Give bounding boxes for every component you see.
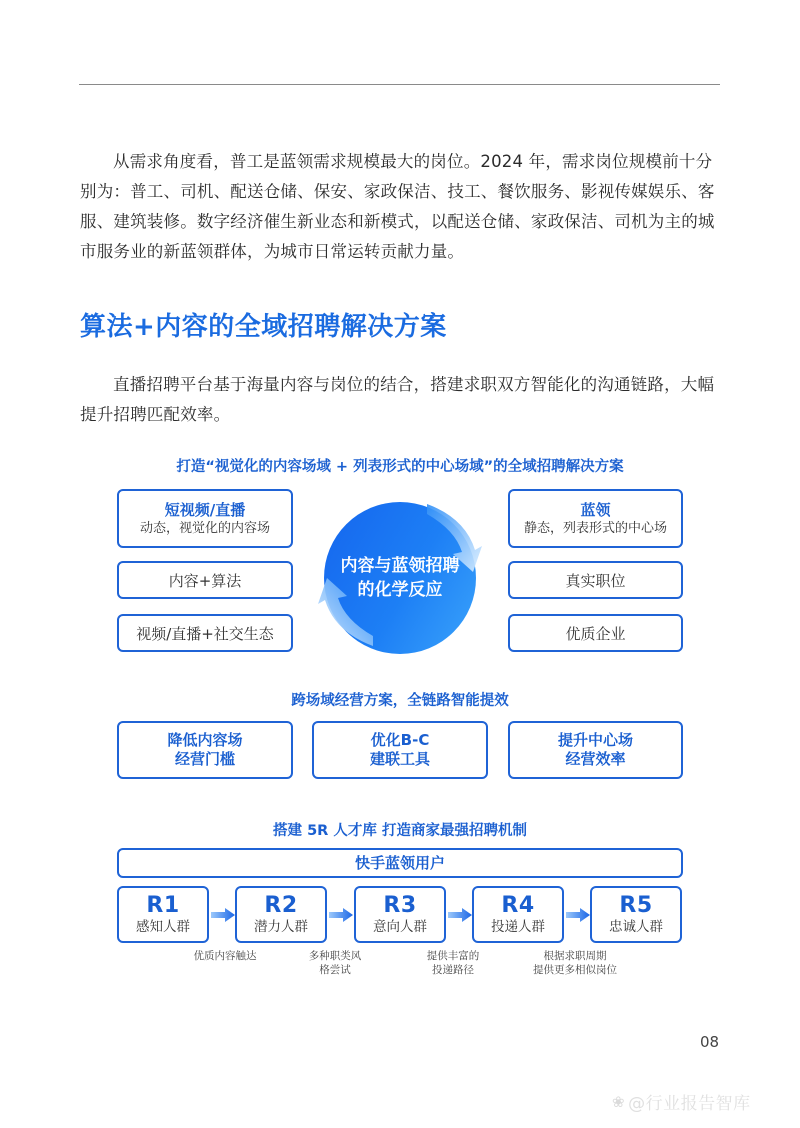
left-box-social-ecosystem <box>117 614 293 652</box>
right-box-subtitle: 静态，列表形式的中心场 <box>523 520 667 536</box>
stage-label: 感知人群 <box>136 918 190 935</box>
arrow-right-icon <box>448 908 472 922</box>
section-title: 算法+内容的全域招聘解决方案 <box>80 312 447 342</box>
stage-r5 <box>590 886 682 943</box>
stage-label: 潜力人群 <box>254 918 308 935</box>
note-line1: 多种职类风 <box>308 950 362 962</box>
solution-box-line2: 经营门槛 <box>174 750 235 768</box>
note-line2: 提供更多相似岗位 <box>533 964 617 976</box>
stage-label: 忠诚人群 <box>609 918 663 935</box>
solution-box-lower-threshold <box>117 721 293 779</box>
note-line1: 优质内容触达 <box>193 950 257 962</box>
left-box-subtitle: 动态，视觉化的内容场 <box>139 520 270 536</box>
stage-label: 意向人群 <box>373 918 427 935</box>
left-box-title: 短视频/直播 <box>164 500 246 519</box>
stage-code: R5 <box>619 892 653 918</box>
right-box-title: 蓝领 <box>580 500 611 519</box>
diagram-part3-title: 搭建 5R 人才库 打造商家最强招聘机制 <box>273 823 527 839</box>
baidu-paw-icon: ❀ <box>612 1092 626 1111</box>
page-number: 08 <box>700 1033 720 1051</box>
left-box-short-video <box>117 489 293 548</box>
intro-paragraph: 从需求角度看，普工是蓝领需求规模最大的岗位。2024 年，需求岗位规模前十分别为：普工、司机、配送仓储、保安、家政保洁、技工、餐饮服务、影视传媒娱乐、客服、建筑装修。数字经济催生新业态和新模式，以配送仓储、家政保洁、司机为主的城市服务业的新蓝领群体，为城市日常运转贡献力量。 <box>80 152 715 261</box>
stage-code: R1 <box>146 892 180 918</box>
note-line2: 格尝试 <box>319 964 351 976</box>
transition-note <box>180 949 270 963</box>
stage-r1 <box>117 886 209 943</box>
stage-r2 <box>235 886 327 943</box>
note-line2: 投递路径 <box>432 964 474 976</box>
watermark <box>612 1089 751 1114</box>
section-paragraph: 直播招聘平台基于海量内容与岗位的结合，搭建求职双方智能化的沟通链路，大幅提升招聘匹配效率。 <box>80 375 715 424</box>
transition-note <box>520 949 630 977</box>
solution-box-optimize-bc <box>312 721 488 779</box>
stage-code: R3 <box>383 892 417 918</box>
diagram-part2-title: 跨场域经营方案，全链路智能提效 <box>291 693 509 709</box>
user-bar-label: 快手蓝领用户 <box>354 854 445 872</box>
arrow-right-icon <box>566 908 590 922</box>
header-rule <box>79 84 720 85</box>
stage-code: R4 <box>501 892 535 918</box>
stage-code: R2 <box>264 892 298 918</box>
solution-box-line2: 经营效率 <box>565 750 626 768</box>
transition-note <box>305 949 365 977</box>
right-box-blue-collar <box>508 489 683 548</box>
watermark-text: @行业报告智库 <box>628 1094 751 1114</box>
arrow-right-icon <box>329 908 353 922</box>
left-box-label: 视频/直播+社交生态 <box>136 624 274 643</box>
center-circle <box>315 490 485 660</box>
diagram-part1-title: 打造“视觉化的内容场域 + 列表形式的中心场域”的全域招聘解决方案 <box>176 459 624 475</box>
cycle-arrows-icon <box>315 490 485 660</box>
stage-label: 投递人群 <box>491 918 545 935</box>
solution-box-improve-efficiency <box>508 721 683 779</box>
solution-box-line1: 降低内容场 <box>167 731 243 749</box>
left-box-content-algorithm <box>117 561 293 599</box>
arrow-right-icon <box>211 908 235 922</box>
stage-r4 <box>472 886 564 943</box>
stage-r3 <box>354 886 446 943</box>
right-box-quality-companies <box>508 614 683 652</box>
user-bar <box>117 848 683 878</box>
right-box-label: 真实职位 <box>565 571 626 590</box>
solution-box-line1: 提升中心场 <box>557 731 633 749</box>
note-line1: 提供丰富的 <box>426 950 480 962</box>
center-circle-text: 内容与蓝领招聘的化学反应 <box>340 556 460 600</box>
right-box-real-jobs <box>508 561 683 599</box>
transition-note <box>418 949 488 977</box>
right-box-label: 优质企业 <box>565 624 626 643</box>
note-line1: 根据求职周期 <box>543 950 607 962</box>
solution-box-line2: 建联工具 <box>369 750 430 768</box>
left-box-label: 内容+算法 <box>168 571 242 590</box>
solution-box-line1: 优化B-C <box>370 731 430 749</box>
